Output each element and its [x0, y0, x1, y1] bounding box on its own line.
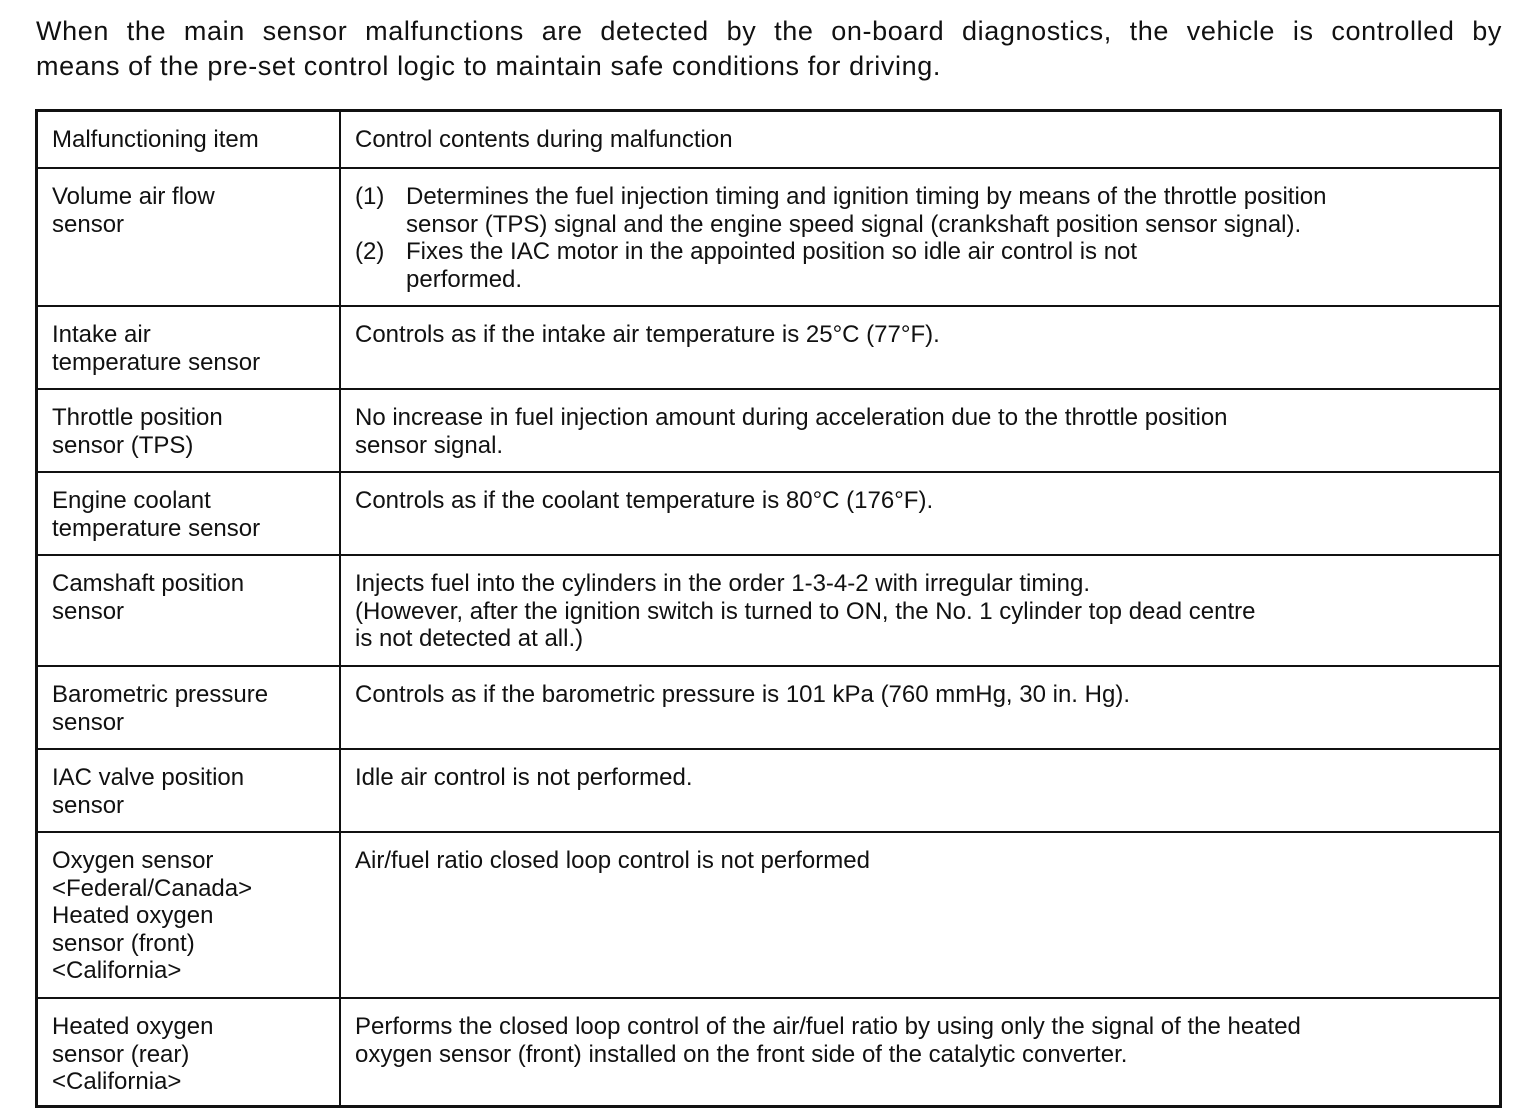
item-cell — [38, 998, 340, 1105]
table-row — [38, 832, 1499, 998]
item-line: <California> — [52, 1068, 182, 1095]
control-line: Controls as if the barometric pressure is 101 kPa (760 mmHg, 30 in. Hg). — [355, 681, 1130, 708]
malfunction-table-grid — [38, 112, 1499, 1105]
table-row — [38, 306, 1499, 389]
item-line: Intake air — [52, 321, 151, 348]
table-row — [38, 389, 1499, 472]
intro-paragraph — [36, 14, 1502, 84]
item-cell — [38, 472, 340, 555]
control-line: Controls as if the intake air temperature is 25°C (77°F). — [355, 321, 940, 348]
item-line: Throttle position — [52, 404, 223, 431]
malfunction-table — [35, 109, 1502, 1108]
control-line: is not detected at all.) — [355, 625, 584, 652]
numbered-item — [355, 183, 1489, 238]
item-line: temperature sensor — [52, 514, 261, 542]
control-line: Air/fuel ratio closed loop control is not performed — [355, 847, 870, 874]
control-line: No increase in fuel injection amount during acceleration due to the throttle position — [355, 404, 1228, 431]
control-cell — [340, 306, 1499, 389]
item-line: sensor (rear) — [52, 1040, 190, 1068]
control-cell — [340, 749, 1499, 832]
header-malfunctioning-item: Malfunctioning item — [38, 112, 340, 168]
table-header-row — [38, 112, 1499, 168]
control-line: oxygen sensor (front) installed on the front side of the catalytic converter. — [355, 1040, 1128, 1068]
control-line: Determines the fuel injection timing and ignition timing by means of the throttle position — [406, 183, 1327, 210]
control-cell — [340, 555, 1499, 666]
item-line: <Federal/Canada> — [52, 874, 253, 902]
numbered-item — [355, 238, 1489, 293]
control-cell — [340, 832, 1499, 998]
table-row — [38, 168, 1499, 306]
item-line: Heated oxygen — [52, 902, 214, 929]
control-cell — [340, 998, 1499, 1105]
item-line: sensor (front) — [52, 929, 195, 957]
table-row — [38, 749, 1499, 832]
control-line: performed. — [406, 265, 523, 293]
item-line: sensor (TPS) — [52, 431, 194, 459]
numbered-text — [406, 238, 1489, 293]
item-cell — [38, 749, 340, 832]
control-line: Idle air control is not performed. — [355, 764, 693, 791]
item-line: Oxygen sensor — [52, 847, 214, 874]
item-number: (1) — [355, 183, 385, 210]
control-line: sensor signal. — [355, 431, 504, 459]
numbered-text — [406, 183, 1489, 238]
control-cell — [340, 389, 1499, 472]
intro-line: means of the pre-set control logic to maintain safe conditions for driving. — [36, 51, 941, 81]
control-line: Injects fuel into the cylinders in the order 1-3-4-2 with irregular timing. — [355, 570, 1090, 597]
control-cell — [340, 168, 1499, 306]
table-row — [38, 472, 1499, 555]
item-line: IAC valve position — [52, 764, 245, 791]
table-row — [38, 666, 1499, 749]
item-line: sensor — [52, 597, 125, 625]
item-cell — [38, 389, 340, 472]
item-cell — [38, 666, 340, 749]
item-cell — [38, 555, 340, 666]
item-line: sensor — [52, 791, 125, 819]
control-line: sensor (TPS) signal and the engine speed signal (crankshaft position sensor signal). — [406, 210, 1302, 238]
item-line: Heated oxygen — [52, 1013, 214, 1040]
item-line: Volume air flow — [52, 183, 215, 210]
item-line: Barometric pressure — [52, 681, 269, 708]
item-cell — [38, 306, 340, 389]
control-cell — [340, 666, 1499, 749]
intro-line: When the main sensor malfunctions are detected by the on-board diagnostics, the vehicle is controlled by — [36, 16, 1502, 46]
item-cell — [38, 168, 340, 306]
item-line: <California> — [52, 957, 182, 984]
item-number: (2) — [355, 238, 385, 265]
item-line: Engine coolant — [52, 487, 211, 514]
control-line: Fixes the IAC motor in the appointed position so idle air control is not — [406, 238, 1138, 265]
item-line: sensor — [52, 708, 125, 736]
header-control-contents: Control contents during malfunction — [340, 112, 1499, 168]
control-line: Performs the closed loop control of the air/fuel ratio by using only the signal of the heated — [355, 1013, 1301, 1040]
item-cell — [38, 832, 340, 998]
control-cell — [340, 472, 1499, 555]
table-row — [38, 555, 1499, 666]
control-line: (However, after the ignition switch is turned to ON, the No. 1 cylinder top dead centre — [355, 597, 1256, 625]
item-line: temperature sensor — [52, 348, 261, 376]
control-line: Controls as if the coolant temperature is 80°C (176°F). — [355, 487, 934, 514]
item-line: Camshaft position — [52, 570, 245, 597]
table-row — [38, 998, 1499, 1105]
item-line: sensor — [52, 210, 125, 238]
